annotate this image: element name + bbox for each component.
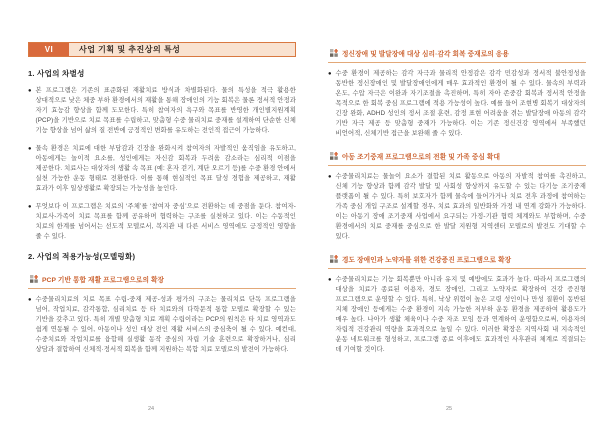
list-item — [28, 295, 296, 355]
subsection-title: 아동 조기중재 프로그램으로의 전환 및 가족 중심 확대 — [342, 154, 501, 161]
list-item — [328, 275, 586, 355]
bullet-icon: ● — [328, 277, 332, 283]
list-item — [28, 86, 296, 136]
section-marker-icon — [30, 275, 38, 283]
bullet-text: 본 프로그램은 기존의 표준화된 재활치료 방식과 차별화된다. 물의 특성을 적극 활용한 상대적으로 낮은 체중 부하 환경에서의 재활을 통해 장애인의 기능 회복은 물론 정서적 안정과 자기 효능감 향상을 함께 도모한다. 특히 참여자의 욕구와 목표를 반영한 개인별지원계획(PCP)을 기반으로 치료 목표를 수립하고, 맞춤형 수중 물리치료 중재를 설계하여 단순한 신체 기능 향상을 넘어 삶의 질 전반에 긍정적인 변화를 유도하는 전인적 접근이 가능하다. — [35, 87, 296, 134]
section-heading-1: 1. 사업의 차별성 — [28, 69, 85, 78]
chapter-number-badge: VI — [29, 43, 69, 56]
page-number-right: 25 — [446, 406, 453, 412]
bullet-text: 수중 환경이 제공하는 감각 자극과 물리적 안정감은 감각 민감성과 정서적 불안정성을 동반한 정신장애인 및 발달장애인에게 매우 효과적인 환경이 될 수 있다. 물속의 부력과 온도, 수압 자극은 이완과 자기조절을 촉진하며, 특히 자아 존중감 회복과 정서적 안정을 목적으로 한 회복 중심 프로그램에 적용 가능성이 높다. 예를 들어 조현병 회복기 대상자의 긴장 완화, ADHD 성인의 정서 조절 훈련, 감정 표현 어려움을 겪는 발달장애 아동의 감각 기반 자극 제공 등 맞춤형 중재가 가능하다. 이는 기존 정신건강 영역에서 부족했던 비언어적, 신체기반 접근을 보완해 줄 수 있다. — [335, 70, 586, 137]
subsection-title: 정신장애 및 발달장애 대상 심리·감각 회복 중재로의 응용 — [342, 51, 509, 58]
list-item — [328, 172, 586, 242]
section-marker-icon — [330, 255, 338, 263]
chapter-title-bar — [28, 42, 296, 57]
bullet-icon: ● — [28, 88, 32, 94]
list-item — [328, 69, 586, 139]
page-number-left: 24 — [148, 406, 155, 412]
bullet-icon: ● — [328, 71, 332, 77]
section-heading-2: 2. 사업의 적용가능성(모델링화) — [28, 252, 136, 261]
page-left — [28, 42, 296, 363]
subsection-header — [328, 46, 586, 63]
bullet-text: 수중물리치료의 치료 목표 수립-중재 제공-성과 평가의 구조는 물리치료 단독 프로그램을 넘어, 작업치료, 감각통합, 심리치료 등 타 치료와의 다학문적 통합 모델로 확장할 수 있는 기반을 갖추고 있다. 특히 개별 맞춤형 치료 계획 수립이라는 PCP의 원칙은 타 치료 영역과도 쉽게 연동될 수 있어, 아동이나 성인 대상 전인 재활 서비스의 중심축이 될 수 있다. 예컨대, 수중치료와 작업치료를 융합해 실생활 동작 중심의 자립 기술 훈련으로 확장하거나, 심리 상담과 결합하여 신체적·정서적 회복을 함께 지원하는 복합 치료 모델로의 발전이 가능하다. — [35, 296, 296, 353]
bullet-text: 수중물리치료는 기능 회복뿐만 아니라 유지 및 예방에도 효과가 높다. 따라서 프로그램의 대상을 치료가 종료된 이용자, 경도 장애인, 그리고 노약자로 확장하여 건강 증진형 프로그램으로 운영할 수 있다. 특히, 낙상 위험이 높은 고령 성인이나 만성 질환이 동반된 지체 장애인 등에게는 수중 환경이 지속 가능한 저부하 운동 환경을 제공하여 활용도가 매우 높다. 나아가 생활 체육이나 수중 자조 모임 등과 연계하여 운영함으로써, 이용자의 자립적 건강관리 역량을 효과적으로 높일 수 있다. 이러한 확장은 지역사회 내 지속적인 운동 네트워크를 형성하고, 프로그램 종료 이후에도 효과적인 사후관리 체계로 직결되는 데 기여할 것이다. — [335, 276, 586, 353]
section-marker-icon — [330, 152, 338, 160]
subsection-title: 경도 장애인과 노약자를 위한 건강증진 프로그램으로 확장 — [342, 257, 512, 264]
list-item — [28, 144, 296, 194]
subsection-header — [328, 252, 586, 269]
bullet-text: 물속 환경은 치료에 대한 부담감과 긴장을 완화시켜 참여자의 자발적인 움직임을 유도하고, 아동에게는 놀이적 요소를, 성인에게는 자신감 회복과 두려움 감소라는 심리적 이점을 제공한다. 치료사는 대상자의 생활 속 목표 (예: 혼자 걷기, 계단 오르기 등)를 수중 환경 안에서 실천 가능한 운동 형태로 전환한다. 이를 통해 현실적인 목표 달성 경험을 제공하고, 재활 효과가 이후 일상생활로 확장되는 가능성을 높인다. — [35, 145, 296, 192]
page-right — [328, 46, 586, 363]
bullet-icon: ● — [28, 204, 32, 210]
bullet-icon: ● — [328, 174, 332, 180]
bullet-text: 수중물리치료는 물놀이 요소가 결합된 치료 활동으로 아동의 자발적 참여를 촉진하고, 신체 기능 향상과 함께 감각 발달 및 사회성 향상까지 유도할 수 있는 다기능 조기중재 플랫폼이 될 수 있다. 특히 보호자가 함께 물속에 들어가거나 치료 전후 과정에 참여하는 가족 중심 개입 구조로 설계할 경우, 치료 효과의 일반화와 가정 내 연계 강화가 가능하다. 이는 아동기 장애 조기중재 사업에서 요구되는 가정-기관 협력 체계와도 부합하며, 수중 환경에서의 치료 중재를 중심으로 한 발달 지원형 지역센터 모델로의 발전도 기대할 수 있다. — [335, 173, 586, 240]
subsection-header — [28, 272, 296, 289]
bullet-icon: ● — [28, 146, 32, 152]
bullet-text: 무엇보다 이 프로그램은 치료의 ‘주체’를 ‘참여자 중심’으로 전환하는 데 중점을 둔다. 참여자-치료사-가족이 치료 목표를 함께 공유하며 협력하는 구조를 실천하고 있다. 이는 수동적인 치료의 한계를 넘어서는 선도적 모델로서, 복지관 내 다른 서비스 영역에도 긍정적인 영향을 줄 수 있다. — [35, 203, 296, 240]
subsection-header — [328, 149, 586, 166]
list-item — [28, 202, 296, 242]
bullet-icon: ● — [28, 297, 32, 303]
subsection-title: PCP 기반 통합 재활 프로그램으로의 확장 — [42, 277, 165, 284]
chapter-title: 사업 기획 및 추진상의 특성 — [79, 45, 181, 54]
section-marker-icon — [330, 49, 338, 57]
